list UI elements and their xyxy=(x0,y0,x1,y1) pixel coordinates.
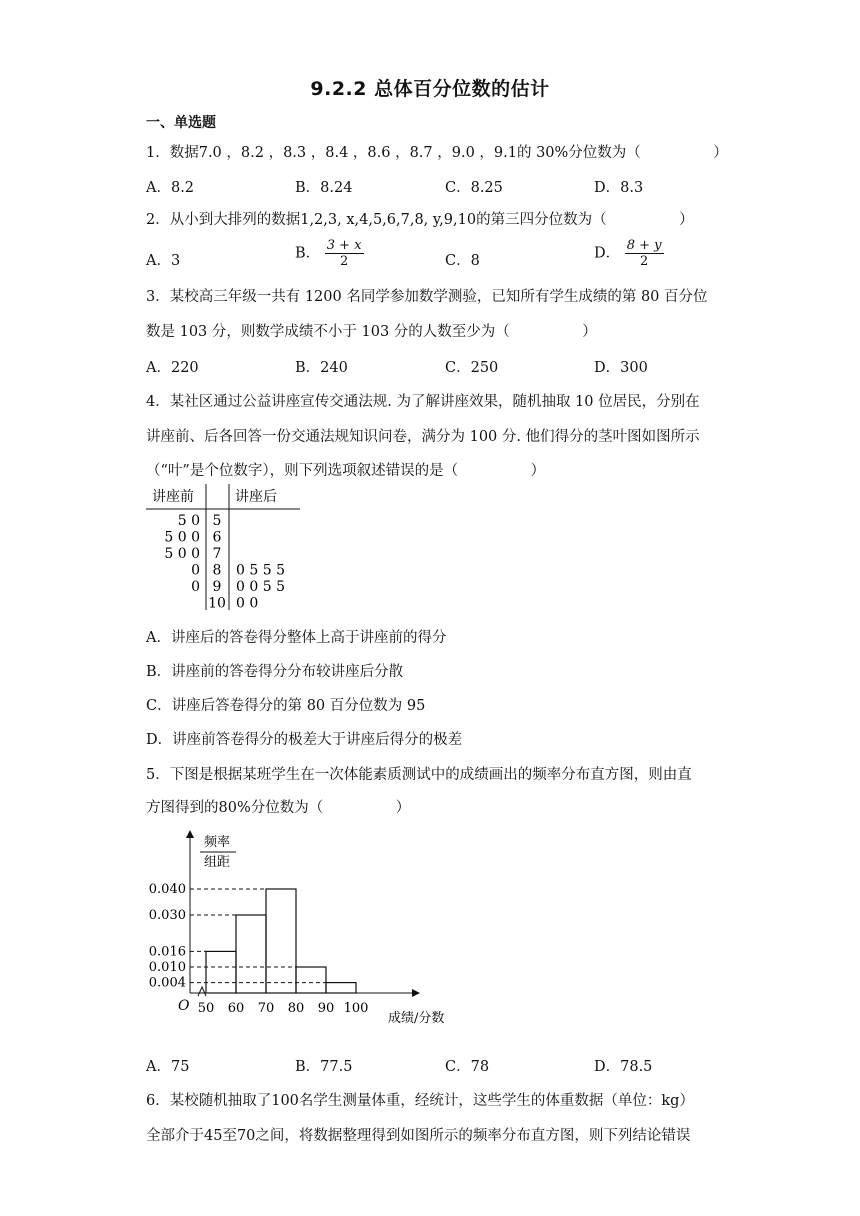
question-4-stem-line-3: （“叶”是个位数字），则下列选项叙述错误的是（ ） xyxy=(146,463,546,479)
stem-leaf-stem: 10 xyxy=(208,595,226,612)
question-4-option-c: C．讲座后答卷得分的第 80 百分位数为 95 xyxy=(146,698,426,714)
stem-leaf-left-leaves: 0 xyxy=(191,562,200,579)
y-axis-label-top: 频率 xyxy=(204,835,231,850)
stem-leaf-plot xyxy=(140,484,310,614)
x-tick-labels xyxy=(198,1001,369,1016)
stem-leaf-left-leaves: 5 0 0 xyxy=(164,546,200,562)
stem-leaf-right-header: 讲座后 xyxy=(235,489,277,505)
stem-leaf-stem: 6 xyxy=(212,529,222,546)
question-3-stem-line-1: 3．某校高三年级一共有 1200 名同学参加数学测验，已知所有学生成绩的第 80 百分位 xyxy=(146,289,708,305)
question-1-option-b: B．8.24 xyxy=(295,180,353,196)
x-tick-label: 60 xyxy=(227,1001,245,1016)
fraction-denominator: 2 xyxy=(640,254,649,269)
histogram-bar xyxy=(266,889,296,993)
y-tick-label: 0.030 xyxy=(148,908,186,923)
question-4-option-a: A．讲座后的答卷得分整体上高于讲座前的得分 xyxy=(146,630,447,646)
question-6-stem-line-2: 全部介于45至70之间，将数据整理得到如图所示的频率分布直方图，则下列结论错误 xyxy=(146,1128,691,1144)
x-axis-label: 成绩/分数 xyxy=(388,1011,445,1026)
stem-leaf-right-leaves: 0 0 xyxy=(236,595,259,612)
stem-leaf-stem: 9 xyxy=(212,579,222,595)
section-heading: 一、单选题 xyxy=(146,115,216,131)
y-tick-label: 0.010 xyxy=(148,960,186,975)
x-axis-break-mark xyxy=(198,987,206,996)
dashed-guides xyxy=(190,889,326,983)
question-6-stem-line-1: 6．某校随机抽取了100名学生测量体重，经统计，这些学生的体重数据（单位：kg） xyxy=(146,1093,694,1109)
question-5-stem-line-2: 方图得到的80%分位数为（ ） xyxy=(146,800,411,816)
question-2-stem: 2．从小到大排列的数据1,2,3, x,4,5,6,7,8, y,9,10的第三四分位数为（ ） xyxy=(146,212,694,228)
stem-leaf-right-leaves: 0 5 5 5 xyxy=(236,562,285,579)
histogram-bar xyxy=(326,983,356,993)
histogram-bar xyxy=(236,915,266,993)
stem-leaf-stem: 7 xyxy=(212,546,222,562)
histogram-bar xyxy=(296,967,326,993)
stem-leaf-left-header: 讲座前 xyxy=(152,489,194,505)
page-title: 9.2.2 总体百分位数的估计 xyxy=(310,78,550,100)
histogram-bar xyxy=(206,951,236,993)
question-1-option-a: A．8.2 xyxy=(146,180,195,196)
fraction-numerator: 3 + x xyxy=(326,238,362,253)
question-3-option-d: D．300 xyxy=(594,360,648,376)
question-2-option-b-fraction xyxy=(325,238,364,269)
question-3-stem-line-2: 数是 103 分，则数学成绩不小于 103 分的人数至少为（ ） xyxy=(146,324,597,340)
question-2-option-b-label: B． xyxy=(295,245,321,262)
question-2-option-d xyxy=(594,238,664,269)
question-4-stem-line-1: 4．某社区通过公益讲座宣传交通法规. 为了解讲座效果，随机抽取 10 位居民，分别在 xyxy=(146,394,700,410)
question-5-stem-line-1: 5．下图是根据某班学生在一次体能素质测试中的成绩画出的频率分布直方图，则由直 xyxy=(146,767,692,783)
question-1-stem: 1．数据7.0 ，8.2 ，8.3 ，8.4 ，8.6 ，8.7 ，9.0 ，9.1的 30%分位数为（ ） xyxy=(146,145,728,161)
question-4-option-d: D．讲座前答卷得分的极差大于讲座后得分的极差 xyxy=(146,732,463,748)
question-3-option-b: B．240 xyxy=(295,360,348,376)
stem-leaf-rows xyxy=(164,513,285,612)
stem-leaf-stem: 5 xyxy=(212,513,222,529)
question-3-option-a: A．220 xyxy=(146,360,199,376)
fraction-numerator: 8 + y xyxy=(626,238,662,253)
question-2-option-d-label: D． xyxy=(594,245,621,262)
y-tick-label: 0.016 xyxy=(148,944,186,960)
stem-leaf-left-leaves: 5 0 0 xyxy=(164,529,200,546)
y-axis-label-bottom: 组距 xyxy=(204,855,231,870)
x-tick-label: 80 xyxy=(287,1001,305,1016)
stem-leaf-stem: 8 xyxy=(212,562,222,579)
fraction-denominator: 2 xyxy=(340,254,349,269)
question-2-option-c: C．8 xyxy=(445,253,480,269)
x-tick-label: 50 xyxy=(197,1001,215,1016)
question-3-option-c: C．250 xyxy=(445,360,499,376)
question-4-stem-line-2: 讲座前、后各回答一份交通法规知识问卷，满分为 100 分. 他们得分的茎叶图如图所示 xyxy=(146,429,700,445)
stem-leaf-left-leaves: 5 0 xyxy=(177,513,200,529)
y-tick-label: 0.040 xyxy=(148,882,186,897)
histogram-bars xyxy=(206,889,356,993)
x-tick-label: 100 xyxy=(343,1001,369,1016)
question-5-option-b: B．77.5 xyxy=(295,1059,353,1075)
y-tick-label: 0.004 xyxy=(148,975,186,991)
stem-leaf-right-leaves: 0 0 5 5 xyxy=(236,579,285,595)
question-2-option-b xyxy=(295,238,364,269)
question-4-option-b: B．讲座前的答卷得分分布较讲座后分散 xyxy=(146,664,404,680)
x-tick-label: 70 xyxy=(257,1001,275,1016)
question-5-option-a: A．75 xyxy=(146,1059,190,1075)
question-2-option-d-fraction xyxy=(625,238,664,269)
question-1-option-c: C．8.25 xyxy=(445,180,503,196)
question-5-option-d: D．78.5 xyxy=(594,1059,653,1075)
y-tick-labels xyxy=(149,882,186,991)
stem-leaf-left-leaves: 0 xyxy=(191,579,200,595)
question-5-option-c: C．78 xyxy=(445,1059,490,1075)
frequency-histogram xyxy=(148,828,468,1034)
question-1-option-d: D．8.3 xyxy=(594,180,644,196)
origin-label: O xyxy=(178,998,190,1014)
x-tick-label: 90 xyxy=(317,1001,335,1016)
question-2-option-a: A．3 xyxy=(146,253,181,269)
